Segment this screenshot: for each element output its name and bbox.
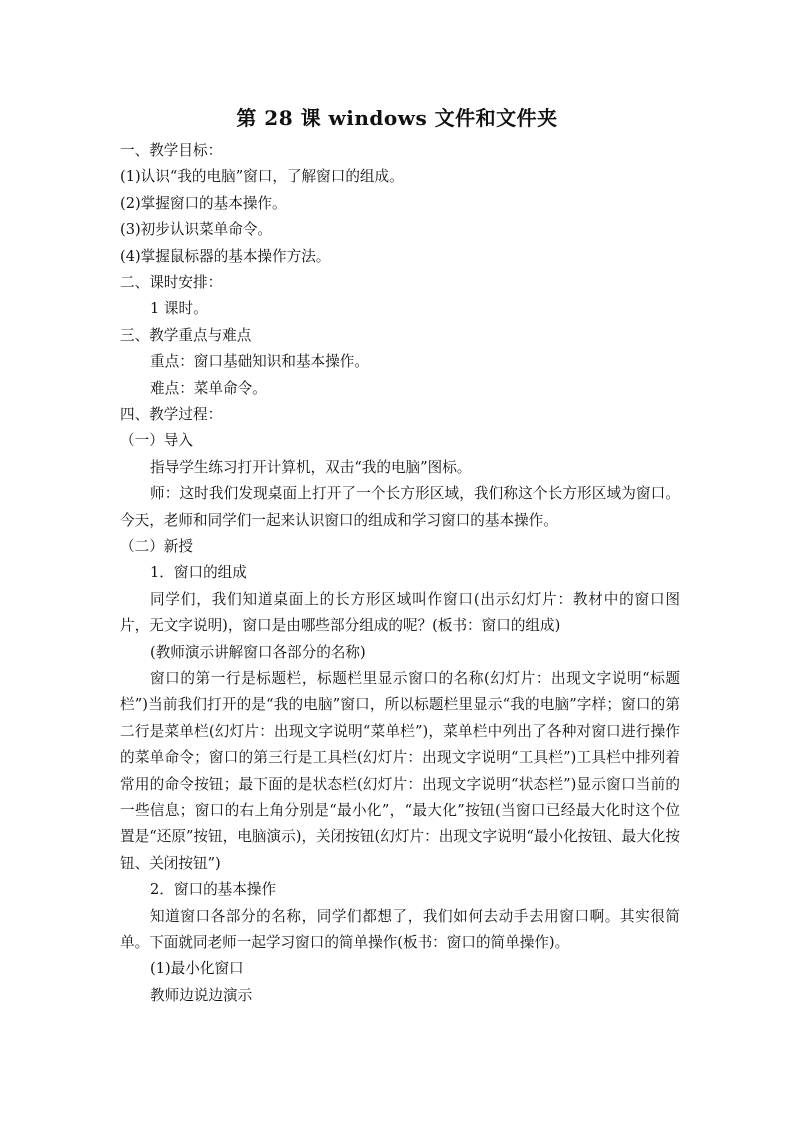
document-title: 第 28 课 windows 文件和文件夹 (236, 106, 558, 130)
topic-heading-window-operations: 2．窗口的基本操作 (150, 881, 277, 899)
schedule-text: 1 课时。 (150, 300, 208, 318)
section-heading-key-points: 三、教学重点与难点 (120, 326, 252, 344)
intro-paragraph-2: 师：这时我们发现桌面上打开了一个长方形区域，我们称这个长方形区域为窗口。今天，老师和同学们一起来认识窗口的组成和学习窗口的基本操作。 (120, 485, 680, 529)
section-heading-schedule: 二、课时安排： (120, 273, 223, 291)
window-operations-paragraph-2: 教师边说边演示 (150, 986, 253, 1004)
objective-item-3: (3)初步认识菜单命令。 (120, 221, 273, 239)
subsection-heading-intro: （一）导入 (120, 432, 193, 450)
difficulty-text: 难点：菜单命令。 (150, 379, 267, 397)
key-point-text: 重点：窗口基础知识和基本操作。 (150, 353, 369, 371)
subsection-heading-new-lesson: （二）新授 (120, 537, 193, 555)
window-parts-paragraph-1: 同学们，我们知道桌面上的长方形区域叫作窗口(出示幻灯片：教材中的窗口图片，无文字说明)，窗口是由哪些部分组成的呢？(板书：窗口的组成) (120, 590, 680, 635)
section-heading-process: 四、教学过程： (120, 405, 223, 423)
objective-item-4: (4)掌握鼠标器的基本操作方法。 (120, 247, 331, 265)
window-parts-paragraph-3: 窗口的第一行是标题栏，标题栏里显示窗口的名称(幻灯片：出现文字说明“标题栏”)当前我们打开的是“我的电脑”窗口，所以标题栏里显示“我的电脑”字样；窗口的第二行是菜单栏(幻灯片：出现文字说明“菜单栏”)，菜单栏中列出了各种对窗口进行操作的菜单命令；窗口的第三行是工具栏(幻灯片：出现文字说明“工具栏”)工具栏中排列着常用的命令按钮；最下面的是状态栏(幻灯片：出现文字说明“状态栏”)显示窗口当前的一些信息；窗口的右上角分别是“最小化”，“最大化”按钮(当窗口已经最大化时这个位置是“还原”按钮，电脑演示)，关闭按钮(幻灯片：出现文字说明“最小化按钮、最大化按钮、关闭按钮”) (120, 669, 680, 872)
document-body (120, 138, 680, 1009)
topic-heading-window-parts: 1．窗口的组成 (150, 564, 247, 582)
section-heading-objectives: 一、教学目标： (120, 142, 223, 159)
objective-item-1: (1)认识“我的电脑”窗口，了解窗口的组成。 (120, 168, 404, 186)
window-operations-paragraph-1: 知道窗口各部分的名称，同学们都想了，我们如何去动手去用窗口啊。其实很简单。下面就同老师一起学习窗口的简单操作(板书：窗口的简单操作)。 (120, 907, 680, 951)
intro-paragraph-1: 指导学生练习打开计算机，双击“我的电脑”图标。 (150, 458, 472, 476)
objective-item-2: (2)掌握窗口的基本操作。 (120, 194, 287, 212)
minimize-window-item: (1)最小化窗口 (150, 960, 244, 978)
window-parts-paragraph-2: (教师演示讲解窗口各部分的名称) (150, 643, 366, 661)
